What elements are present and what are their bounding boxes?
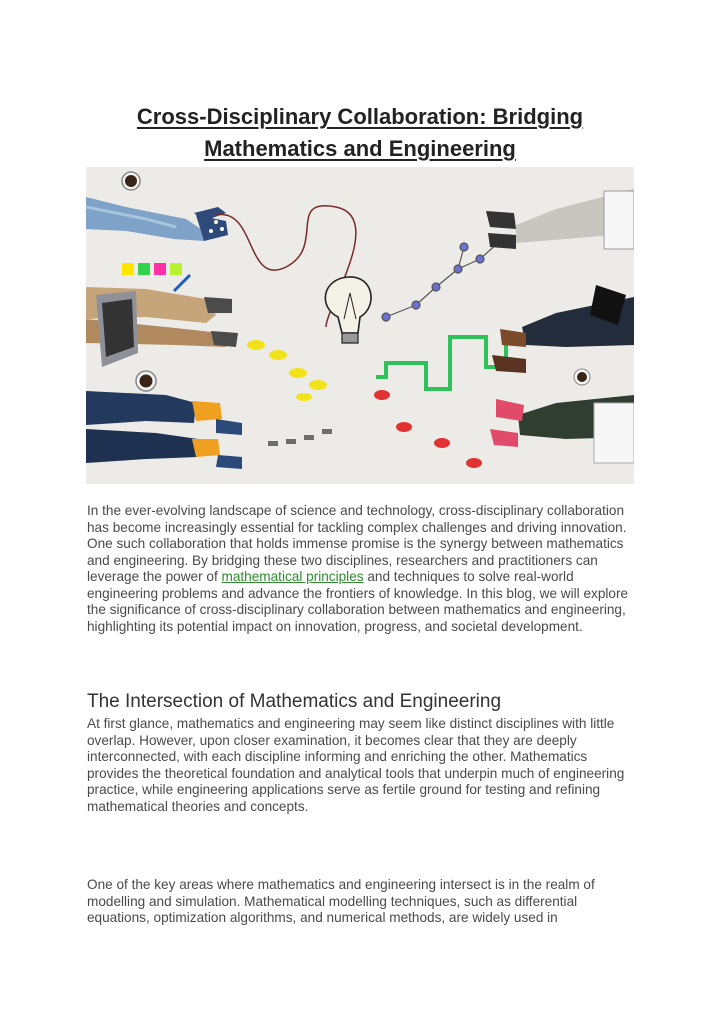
page-title — [80, 101, 640, 165]
intro-paragraph — [87, 503, 642, 635]
collaboration-illustration-icon — [86, 167, 634, 484]
title-line-2: Mathematics and Engineering — [204, 135, 516, 161]
intro-text-part2: and techniques to solve real-world engineering problems and advance the frontiers of knowledge. In this blog, we will explore the significance of cross-disciplinary collaboration between mathematics and engineering, highlighting its potential impact on innovation, progress, and societal development. — [87, 569, 629, 634]
hero-image — [86, 167, 634, 484]
section-paragraph-2: One of the key areas where mathematics and engineering intersect is in the realm of modelling and simulation. Mathematical modelling techniques, such as differential equations, optimization algorithms, and numerical methods, are widely used in — [87, 877, 595, 925]
mathematical-principles-link[interactable]: mathematical principles — [221, 569, 364, 584]
title-line-1: Cross-Disciplinary Collaboration: Bridging — [136, 103, 584, 129]
section-heading: The Intersection of Mathematics and Engineering — [87, 691, 502, 712]
section-paragraph-1: At first glance, mathematics and engineering may seem like distinct disciplines with little overlap. However, upon closer examination, it becomes clear that they are deeply interconnected, with each discipline informing and enriching the other. Mathematics provides the theoretical foundation and analytical tools that underpin much of engineering practice, while engineering applications serve as fertile ground for testing and refining mathematical theories and concepts. — [87, 716, 625, 814]
intro-text-part1: In the ever-evolving landscape of science and technology, cross-disciplinary collaboration has become increasingly essential for tackling complex challenges and driving innovation. One such collaboration that holds immense promise is the synergy between mathematics and engineering. By bridging these two disciplines, researchers and practitioners can leverage the power of — [87, 503, 627, 584]
